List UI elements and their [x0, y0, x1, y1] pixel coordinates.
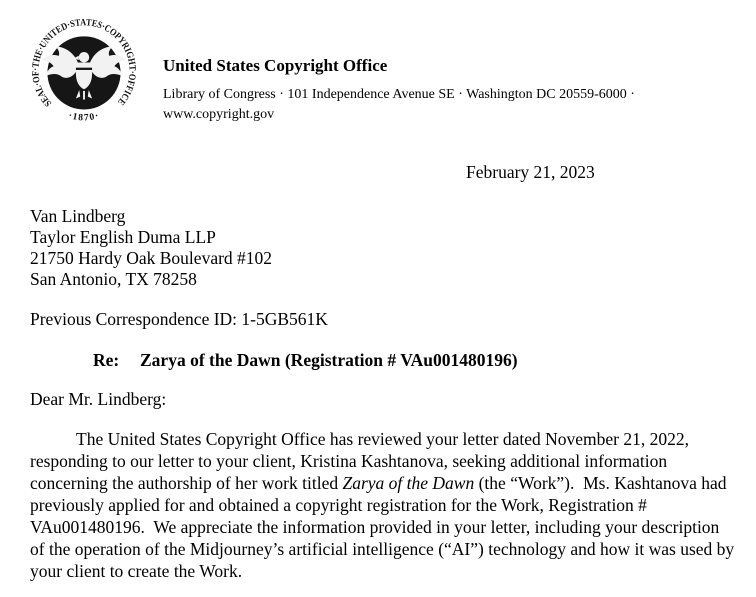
correspondence-id-line	[30, 309, 328, 330]
letterhead	[163, 55, 635, 124]
re-label: Re:	[93, 350, 120, 370]
copyright-office-seal-icon	[27, 14, 141, 128]
work-title: Zarya of the Dawn	[342, 473, 475, 493]
correspondence-id-value: 1-5GB561K	[241, 309, 328, 329]
org-title: United States Copyright Office	[163, 56, 388, 75]
correspondence-id-label: Previous Correspondence ID:	[30, 309, 238, 329]
org-address-line: Library of Congress · 101 Independence Avenue SE · Washington DC 20559-6000 ·	[163, 87, 635, 102]
recipient-address	[30, 206, 272, 290]
org-website: www.copyright.gov	[163, 106, 275, 122]
svg-text:·1870·	[67, 110, 101, 123]
recipient-street: 21750 Hardy Oak Boulevard #102	[30, 248, 273, 268]
body-text-after-title: (the “Work”). Ms. Kashtanova had previously applied for and obtained a copyright registration for the Work, Registration # VAu001480196. We appreciate the information provided in your letter, including your description of the operation of the Midjourney’s artificial intelligence (“AI”) technology and how it was used by your client to create the Work.	[30, 473, 739, 581]
body-paragraph	[30, 428, 737, 582]
shield-chief-band	[76, 68, 92, 70]
body-text-before-title: The United States Copyright Office has reviewed your letter dated November 21, 2022, responding to our letter to your client, Kristina Kashtanova, seeking additional information concerning the authorship of her work titled	[30, 429, 694, 493]
seal-ring-text: SEAL·OF·THE·UNITED·STATES·COPYRIGHT·OFFICE	[30, 17, 138, 109]
seal-year-text: ·1870·	[67, 110, 101, 124]
recipient-city: San Antonio, TX 78258	[30, 269, 197, 289]
recipient-firm: Taylor English Duma LLP	[30, 227, 216, 247]
letter-date: February 21, 2023	[466, 162, 595, 182]
recipient-name: Van Lindberg	[30, 206, 126, 226]
subject-line	[93, 350, 518, 371]
org-address	[163, 85, 635, 124]
salutation: Dear Mr. Lindberg:	[30, 389, 167, 409]
re-subject: Zarya of the Dawn (Registration # VAu001480196)	[140, 350, 518, 370]
